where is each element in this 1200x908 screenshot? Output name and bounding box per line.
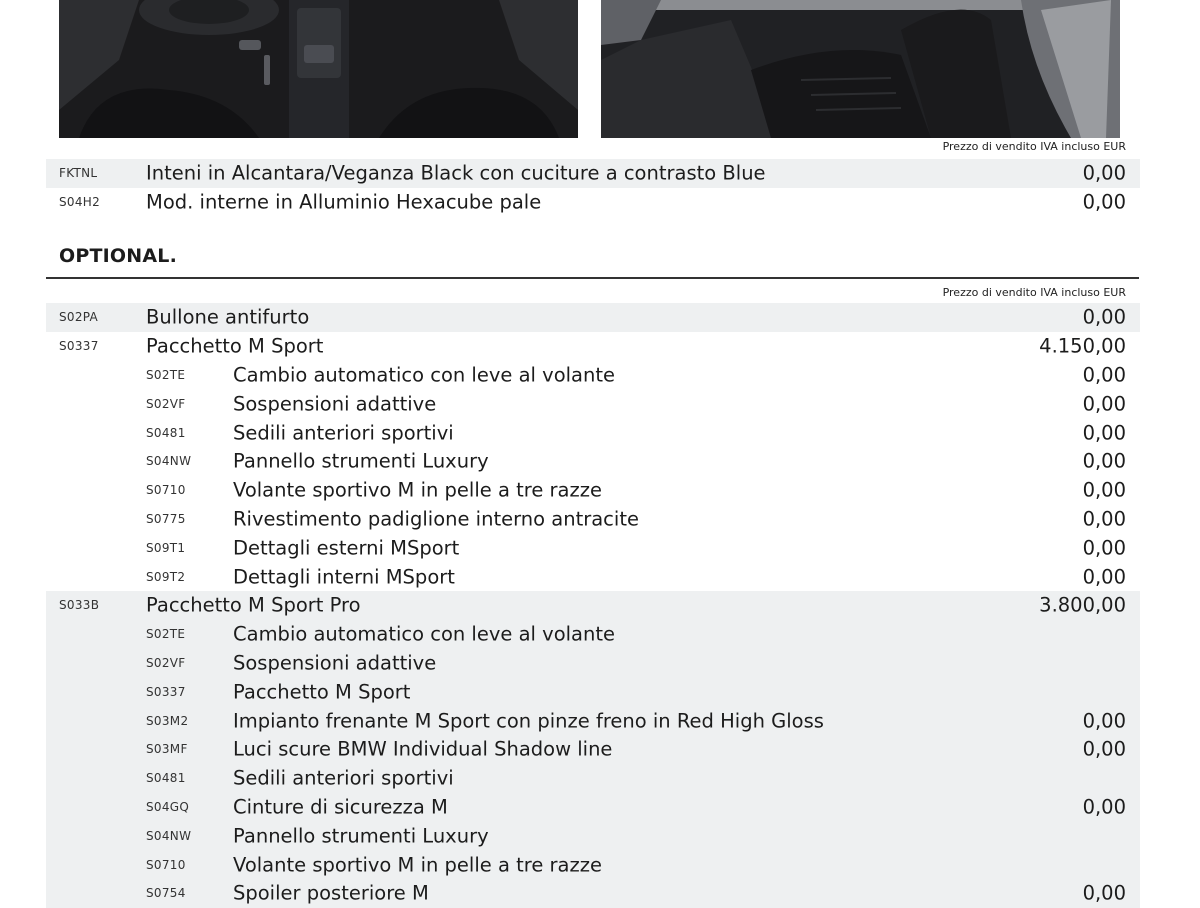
option-row: [46, 879, 1140, 908]
option-description: Bullone antifurto: [146, 305, 310, 329]
price-column-header: Prezzo di vendito IVA incluso EUR: [942, 140, 1126, 153]
option-code: S02VF: [146, 396, 186, 411]
option-row: [46, 735, 1140, 764]
option-price: 0,00: [1082, 305, 1126, 329]
option-description: Sospensioni adattive: [233, 392, 437, 416]
option-description: Luci scure BMW Individual Shadow line: [233, 737, 613, 761]
option-code: S02VF: [146, 655, 186, 670]
option-price: 0,00: [1082, 881, 1126, 905]
interior-photo-seats: [601, 0, 1120, 138]
option-description: Rivestimento padiglione interno antracite: [233, 507, 639, 531]
option-price: 0,00: [1082, 392, 1126, 416]
option-price: 0,00: [1082, 795, 1126, 819]
option-price: 0,00: [1082, 421, 1126, 445]
option-row: [46, 188, 1140, 217]
option-description: Sedili anteriori sportivi: [233, 766, 454, 790]
option-description: Pacchetto M Sport Pro: [146, 593, 361, 617]
option-description: Volante sportivo M in pelle a tre razze: [233, 478, 602, 502]
option-price: 0,00: [1082, 709, 1126, 733]
option-code: S02TE: [146, 627, 186, 642]
option-code: S04GQ: [146, 799, 190, 814]
option-code: S03MF: [146, 742, 188, 757]
option-code: S0710: [146, 483, 186, 498]
option-price: 3.800,00: [1039, 593, 1126, 617]
option-description: Volante sportivo M in pelle a tre razze: [233, 853, 602, 877]
option-code: S04H2: [59, 195, 101, 210]
option-description: Pannello strumenti Luxury: [233, 449, 489, 473]
option-row: [46, 850, 1140, 879]
option-row: [46, 476, 1140, 505]
option-code: S0481: [146, 425, 186, 440]
option-code: S04NW: [146, 454, 192, 469]
option-description: Cinture di sicurezza M: [233, 795, 448, 819]
option-description: Mod. interne in Alluminio Hexacube pale: [146, 190, 542, 214]
option-row: [46, 562, 1140, 591]
interior-photo-dashboard: [59, 0, 578, 138]
option-description: Sospensioni adattive: [233, 651, 437, 675]
option-price: 0,00: [1082, 536, 1126, 560]
option-row: [46, 447, 1140, 476]
option-price: 0,00: [1082, 449, 1126, 473]
option-row: [46, 505, 1140, 534]
option-price: 0,00: [1082, 737, 1126, 761]
option-description: Pannello strumenti Luxury: [233, 824, 489, 848]
price-column-header: Prezzo di vendito IVA incluso EUR: [942, 286, 1126, 299]
option-description: Inteni in Alcantara/Veganza Black con cuciture a contrasto Blue: [146, 161, 766, 185]
option-row: [46, 418, 1140, 447]
option-description: Dettagli esterni MSport: [233, 536, 460, 560]
option-price: 0,00: [1082, 565, 1126, 589]
option-description: Dettagli interni MSport: [233, 565, 455, 589]
option-description: Cambio automatico con leve al volante: [233, 363, 615, 387]
option-description: Spoiler posteriore M: [233, 881, 429, 905]
option-row: [46, 677, 1140, 706]
option-price: 0,00: [1082, 363, 1126, 387]
option-code: S0337: [146, 684, 186, 699]
option-code: S0481: [146, 771, 186, 786]
option-row: [46, 389, 1140, 418]
option-price: 0,00: [1082, 161, 1126, 185]
option-code: S033B: [59, 598, 100, 613]
option-price: 0,00: [1082, 478, 1126, 502]
option-code: S0754: [146, 886, 186, 901]
option-code: S04NW: [146, 828, 192, 843]
option-row: [46, 591, 1140, 620]
section-title-optional: OPTIONAL.: [59, 245, 177, 267]
option-description: Impianto frenante M Sport con pinze freno in Red High Gloss: [233, 709, 824, 733]
option-row: [46, 620, 1140, 649]
option-row: [46, 533, 1140, 562]
option-description: Pacchetto M Sport: [146, 334, 324, 358]
option-description: Sedili anteriori sportivi: [233, 421, 454, 445]
option-row: [46, 706, 1140, 735]
option-price: 0,00: [1082, 190, 1126, 214]
option-row: [46, 649, 1140, 678]
section-divider: [46, 277, 1139, 279]
option-row: [46, 332, 1140, 361]
option-code: FKTNL: [59, 166, 98, 181]
option-code: S02TE: [146, 367, 186, 382]
option-row: [46, 821, 1140, 850]
option-code: S09T1: [146, 540, 186, 555]
option-code: S0775: [146, 511, 186, 526]
option-row: [46, 793, 1140, 822]
option-price: 4.150,00: [1039, 334, 1126, 358]
option-description: Cambio automatico con leve al volante: [233, 622, 615, 646]
option-code: S02PA: [59, 310, 99, 325]
option-row: [46, 361, 1140, 390]
option-price: 0,00: [1082, 507, 1126, 531]
option-code: S09T2: [146, 569, 186, 584]
option-row: [46, 303, 1140, 332]
option-row: [46, 764, 1140, 793]
option-code: S03M2: [146, 713, 189, 728]
option-code: S0710: [146, 857, 186, 872]
option-description: Pacchetto M Sport: [233, 680, 411, 704]
option-row: [46, 159, 1140, 188]
option-code: S0337: [59, 339, 99, 354]
